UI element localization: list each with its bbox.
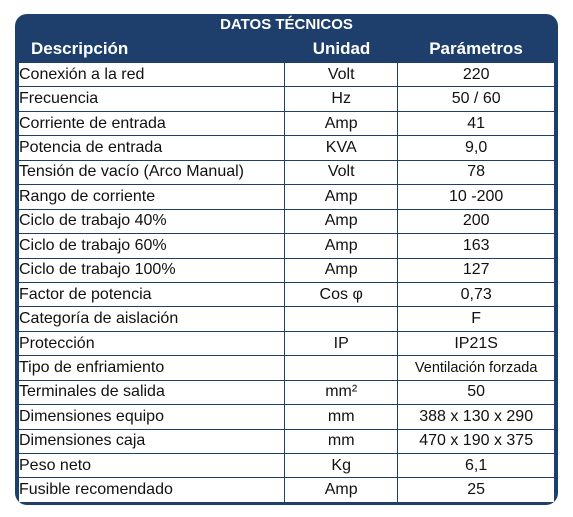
row-value: 25 <box>398 478 554 502</box>
row-value: Ventilación forzada <box>398 356 554 380</box>
row-description: Fusible recomendado <box>19 478 285 502</box>
row-unit: Kg <box>285 454 398 478</box>
row-value: 470 x 190 x 375 <box>398 429 554 453</box>
row-unit: IP <box>285 331 398 355</box>
row-description: Ciclo de trabajo 40% <box>19 209 285 233</box>
table-header-row <box>19 36 554 59</box>
row-description: Tipo de enfriamiento <box>19 356 285 380</box>
row-unit: Amp <box>285 258 398 282</box>
table-row <box>19 282 554 306</box>
row-value: 200 <box>398 209 554 233</box>
row-description: Dimensiones equipo <box>19 405 285 429</box>
row-description: Tensión de vacío (Arco Manual) <box>19 160 285 184</box>
table-row <box>19 111 554 135</box>
row-value: IP21S <box>398 331 554 355</box>
table-row <box>19 380 554 404</box>
row-value: 10 -200 <box>398 185 554 209</box>
row-unit: mm <box>285 429 398 453</box>
row-description: Factor de potencia <box>19 282 285 306</box>
table-row <box>19 185 554 209</box>
row-value: 0,73 <box>398 282 554 306</box>
row-description: Rango de corriente <box>19 185 285 209</box>
table-row <box>19 478 554 502</box>
row-unit: Volt <box>285 160 398 184</box>
row-description: Protección <box>19 331 285 355</box>
table-row <box>19 63 554 87</box>
table-row <box>19 258 554 282</box>
row-unit: Amp <box>285 209 398 233</box>
row-description: Conexión a la red <box>19 63 285 87</box>
row-unit: Volt <box>285 63 398 87</box>
row-unit: Amp <box>285 185 398 209</box>
header-description: Descripción <box>31 39 129 58</box>
row-description: Dimensiones caja <box>19 429 285 453</box>
row-unit: Amp <box>285 478 398 502</box>
table-row <box>19 234 554 258</box>
row-value: 163 <box>398 234 554 258</box>
table-row <box>19 454 554 478</box>
table-row <box>19 356 554 380</box>
row-unit <box>285 307 398 331</box>
row-description: Categoría de aislación <box>19 307 285 331</box>
row-value: F <box>398 307 554 331</box>
row-value: 41 <box>398 111 554 135</box>
row-value: 6,1 <box>398 454 554 478</box>
row-unit: mm <box>285 405 398 429</box>
row-description: Frecuencia <box>19 87 285 111</box>
row-unit: Amp <box>285 111 398 135</box>
table-title: DATOS TÉCNICOS <box>220 16 353 33</box>
row-value: 388 x 130 x 290 <box>398 405 554 429</box>
row-unit <box>285 356 398 380</box>
table-row <box>19 331 554 355</box>
row-unit: Cos φ <box>285 282 398 306</box>
row-value: 220 <box>398 63 554 87</box>
spec-table <box>19 62 554 502</box>
spec-table-frame <box>15 14 558 505</box>
row-description: Ciclo de trabajo 100% <box>19 258 285 282</box>
row-unit: Hz <box>285 87 398 111</box>
row-description: Terminales de salida <box>19 380 285 404</box>
row-value: 50 / 60 <box>398 87 554 111</box>
row-description: Peso neto <box>19 454 285 478</box>
row-unit: Amp <box>285 234 398 258</box>
table-row <box>19 87 554 111</box>
row-value: 78 <box>398 160 554 184</box>
table-row <box>19 405 554 429</box>
header-parameters: Parámetros <box>429 39 523 58</box>
table-row <box>19 307 554 331</box>
row-value: 9,0 <box>398 136 554 160</box>
row-unit: mm² <box>285 380 398 404</box>
table-row <box>19 429 554 453</box>
row-value: 50 <box>398 380 554 404</box>
row-unit: KVA <box>285 136 398 160</box>
row-description: Ciclo de trabajo 60% <box>19 234 285 258</box>
table-row <box>19 209 554 233</box>
row-value: 127 <box>398 258 554 282</box>
table-row <box>19 160 554 184</box>
header-unit: Unidad <box>312 39 371 58</box>
table-row <box>19 136 554 160</box>
row-description: Corriente de entrada <box>19 111 285 135</box>
row-description: Potencia de entrada <box>19 136 285 160</box>
